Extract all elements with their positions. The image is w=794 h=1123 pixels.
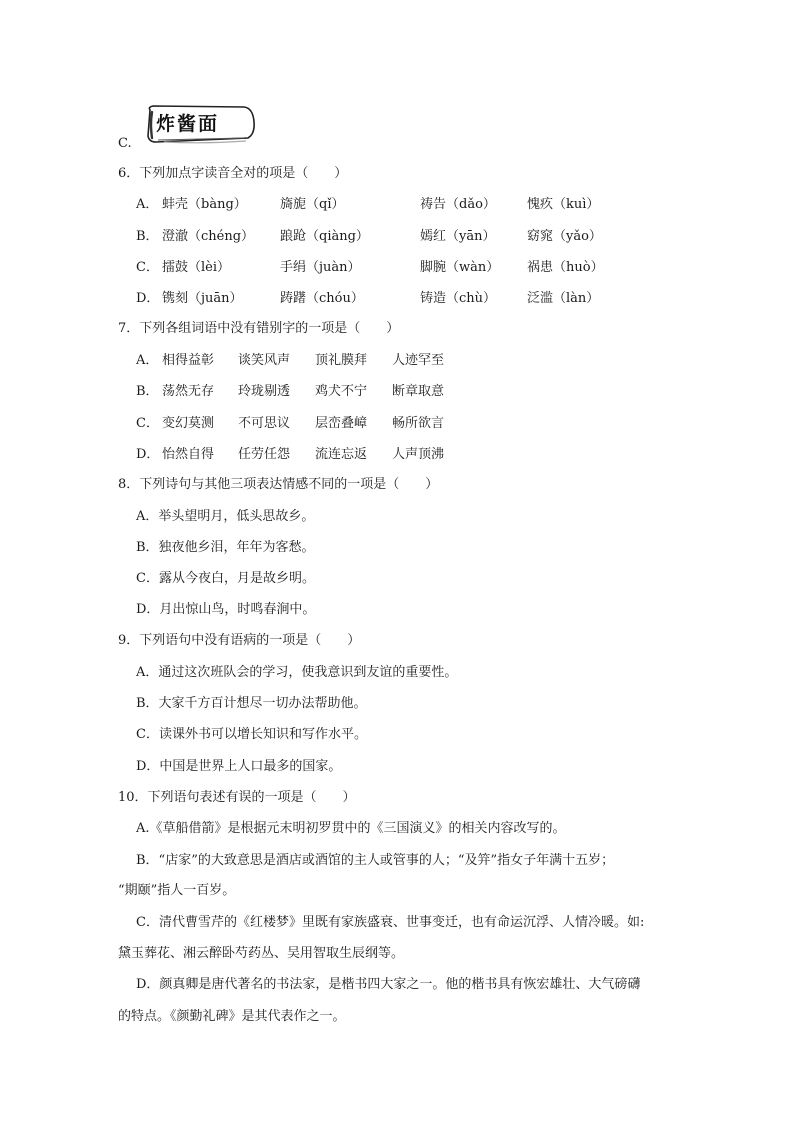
q6-option-a-item: 旖旎（qǐ） (280, 197, 345, 212)
q7-option-b-letter: B． (136, 384, 159, 399)
q8-option-c: C．露从今夜白，月是故乡明。 (136, 571, 315, 586)
q8-option-b: B．独夜他乡泪，年年为客愁。 (136, 540, 315, 555)
q6-option-a-item: 祷告（dǎo） (420, 197, 496, 212)
q6-option-c-item: 祸患（huò） (527, 260, 604, 275)
q10-stem: 10．下列语句表述有误的一项是（ ） (118, 790, 356, 805)
q8-stem: 8．下列诗句与其他三项表达情感不同的一项是（ ） (118, 477, 439, 492)
q7-option-d-item: 怡然自得 (162, 447, 215, 462)
q6-option-c-item: 擂鼓（lèi） (162, 260, 231, 275)
q6-option-b-item: 嫣红（yān） (420, 229, 496, 244)
q8-option-a: A．举头望明月，低头思故乡。 (136, 509, 315, 524)
q6-option-d-item: 泛滥（làn） (527, 291, 600, 306)
q6-option-c-item: 手绢（juàn） (280, 260, 361, 275)
q6-option-d-item: 铸造（chù） (420, 291, 497, 306)
q9-option-a: A．通过这次班队会的学习，使我意识到友谊的重要性。 (136, 665, 458, 680)
q10-option-c-cont: 黛玉葬花、湘云醉卧芍药丛、吴用智取生辰纲等。 (118, 946, 405, 961)
q6-option-d-item: 踌躇（chóu） (280, 291, 364, 306)
q10-option-d-cont: 的特点。《颜勤礼碑》是其代表作之一。 (118, 1009, 346, 1024)
q6-option-b-item: 踉跄（qiàng） (280, 229, 369, 244)
q7-option-c-item: 不可思议 (238, 416, 291, 431)
q7-option-c-item: 层峦叠嶂 (315, 416, 368, 431)
q7-option-d-letter: D． (136, 447, 160, 462)
q7-option-b-item: 鸡犬不宁 (315, 384, 368, 399)
q9-option-b: B．大家千方百计想尽一切办法帮助他。 (136, 696, 367, 711)
q7-option-c-item: 变幻莫测 (162, 416, 215, 431)
q6-option-c-item: 脚腕（wàn） (420, 260, 500, 275)
q7-stem: 7．下列各组词语中没有错别字的一项是（ ） (118, 321, 400, 336)
q6-option-b-letter: B． (136, 229, 159, 244)
option-c-label: C. (118, 136, 132, 151)
q10-option-b: B．“店家”的大致意思是酒店或酒馆的主人或管事的人；“及笄”指女子年满十五岁； (136, 853, 615, 868)
q6-option-a-item: 蚌壳（bàng） (162, 197, 247, 212)
q6-option-b-item: 窈窕（yǎo） (527, 229, 602, 244)
q9-option-c: C．读课外书可以增长知识和写作水平。 (136, 727, 367, 742)
q7-option-a-item: 顶礼膜拜 (315, 353, 368, 368)
q7-option-a-item: 相得益彰 (162, 353, 215, 368)
q6-option-a-item: 愧疚（kuì） (527, 197, 600, 212)
q9-stem: 9．下列语句中没有语病的一项是（ ） (118, 633, 361, 648)
q7-option-d-item: 任劳任怨 (238, 447, 291, 462)
q6-option-d-item: 镌刻（juān） (162, 291, 243, 306)
q10-option-c: C．清代曹雪芹的《红楼梦》里既有家族盛衰、世事变迁，也有命运沉浮、人情冷暖。如: (136, 915, 645, 930)
q6-option-d-letter: D． (136, 291, 160, 306)
q7-option-c-item: 畅所欲言 (392, 416, 445, 431)
q7-option-a-letter: A． (136, 353, 159, 368)
q10-option-b-cont: “期颐”指人一百岁。 (118, 883, 236, 898)
q8-option-d: D．月出惊山鸟，时鸣春涧中。 (136, 602, 316, 617)
q6-option-c-letter: C． (136, 260, 159, 275)
q9-option-d: D．中国是世界上人口最多的国家。 (136, 759, 342, 774)
q7-option-b-item: 玲珑剔透 (238, 384, 291, 399)
sign-text: 炸酱面 (156, 113, 220, 135)
q6-stem: 6．下列加点字读音全对的项是（ ） (118, 166, 348, 181)
q7-option-c-letter: C． (136, 416, 159, 431)
q7-option-d-item: 人声顶沸 (392, 447, 445, 462)
q7-option-a-item: 人迹罕至 (392, 353, 445, 368)
q10-option-d: D．颜真卿是唐代著名的书法家，是楷书四大家之一。他的楷书具有恢宏雄壮、大气磅礴 (136, 977, 641, 992)
q6-option-a-letter: A． (136, 197, 159, 212)
q6-option-b-item: 澄澈（chéng） (162, 229, 255, 244)
q7-option-b-item: 断章取意 (392, 384, 445, 399)
q7-option-b-item: 荡然无存 (162, 384, 215, 399)
q7-option-d-item: 流连忘返 (315, 447, 368, 462)
q10-option-a: A.《草船借箭》是根据元末明初罗贯中的《三国演义》的相关内容改写的。 (136, 821, 566, 836)
q7-option-a-item: 谈笑风声 (238, 353, 291, 368)
